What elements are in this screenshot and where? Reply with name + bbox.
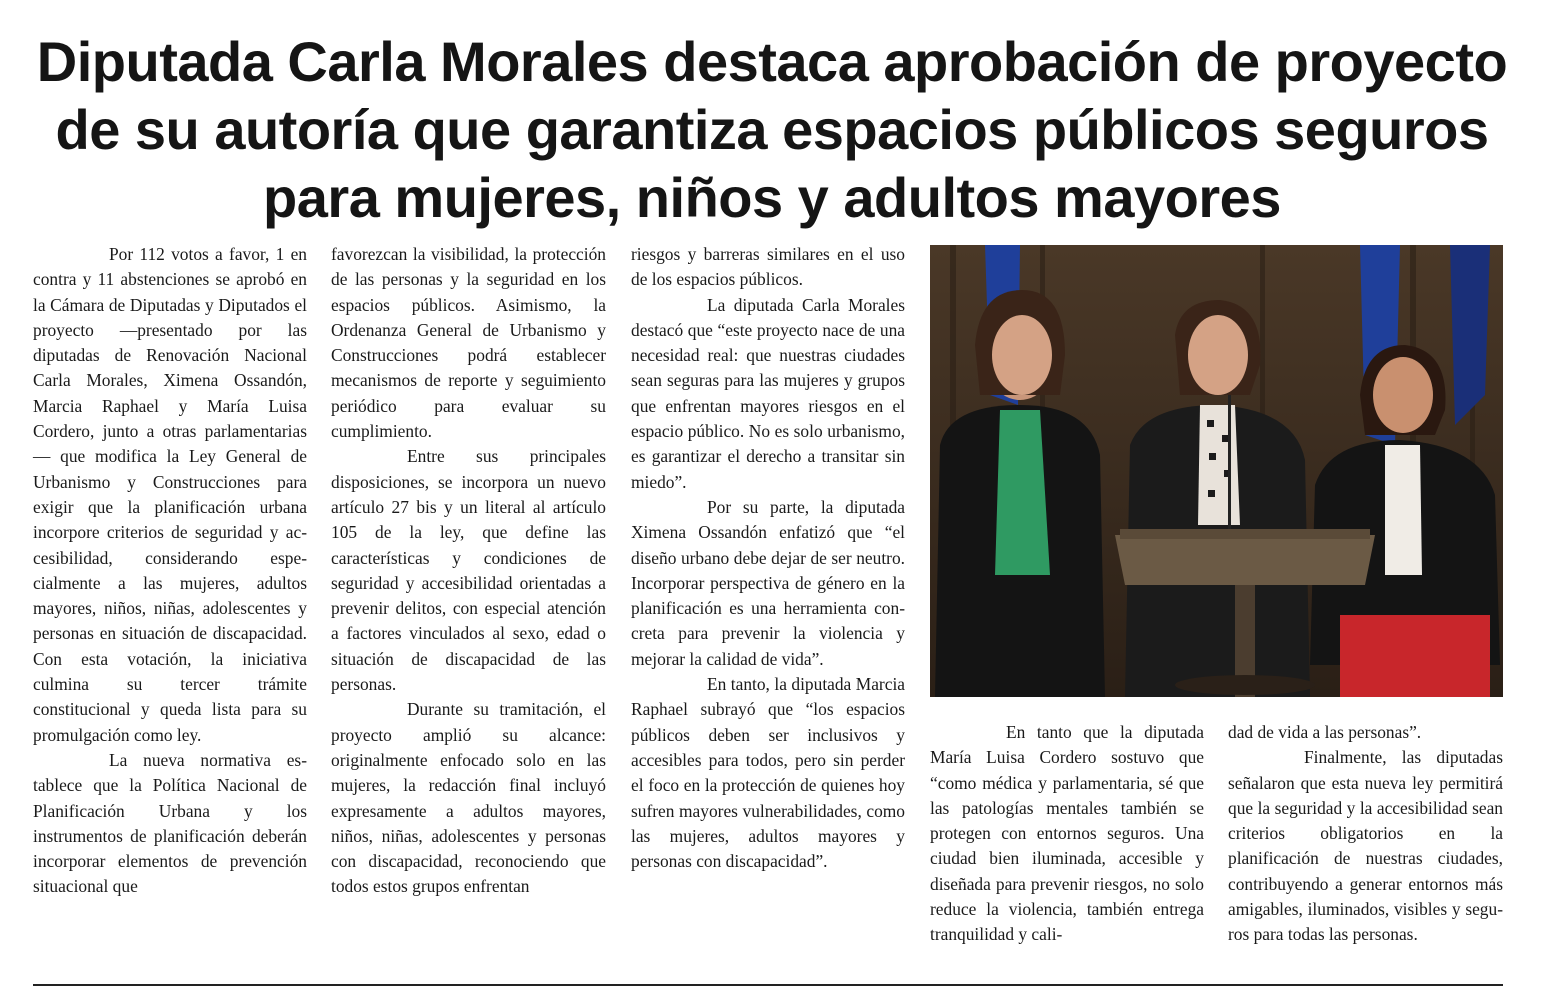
paragraph: Por su parte, la diputada Ximena Ossandón enfatizó que “el diseño urbano debe dejar de ser neutro. Incorporar perspectiva de género en la planificación es una herramienta concreta para prevenir la violencia y mejorar la calidad de vida”.	[631, 496, 905, 669]
paragraph: En tanto, la diputada Marcia Raphael subrayó que “los espacios públicos deben ser inclusivos y accesibles para todos, pero sin perder el foco en la protección de quienes hoy sufren mayores vulnerabilidades, como las mujeres, adultos mayores y personas con discapacidad”.	[631, 674, 905, 872]
paragraph: Durante su tramitación, el proyecto amplió su alcance: originalmente enfocado solo en las mujeres, la redacción final incluyó expresamente a adultos mayores, niños, niñas, adolescentes y personas con discapacidad, reconociendo que todos estos grupos enfrentan	[331, 699, 606, 897]
article-column-4	[930, 720, 1204, 948]
headline-line-2: de su autoría que garantiza espacios públicos seguros	[55, 98, 1489, 161]
paragraph: Finalmente, las diputadas señalaron que esta nueva ley permitirá que la seguridad y la accesibilidad sean criterios obligatorios en la planificación de nuestras ciudades, contribuyendo a generar entornos más amigables, iluminados, visibles y seguros para todas las personas.	[1228, 747, 1503, 945]
paragraph: La diputada Carla Morales destacó que “este proyecto nace de una necesidad real: que nuestras ciudades sean seguras para las mujeres y grupos que enfrentan mayores riesgos en el espacio público. No es solo urbanismo, es garantizar el derecho a transitar sin miedo”.	[631, 294, 905, 492]
headline-line-1: Diputada Carla Morales destaca aprobación de proyecto	[36, 30, 1508, 93]
paragraph: Por 112 votos a favor, 1 en contra y 11 abstenciones se aprobó en la Cámara de Diputadas y Diputados el proyecto —presentado por las diputadas de Renovación Nacional Carla Morales, Ximena Ossandón, Marcia Raphael y María Luisa Cordero, junto a otras parlamentarias— que modifica la Ley General de Urbanismo y Construcciones para exigir que la planificación urbana incorpore criterios de seguridad y accesibilidad, considerando especialmente a las mujeres, adultos mayores, niños, niñas, adolescentes y personas en situación de discapacidad. Con esta votación, la iniciativa culmina su tercer trámite constitucional y queda lista para su promulgación como ley.	[33, 244, 307, 745]
article-column-2	[331, 242, 606, 900]
paragraph: dad de vida a las personas”.	[1228, 722, 1422, 742]
headline	[20, 28, 1524, 232]
headline-line-3: para mujeres, niños y adultos mayores	[263, 166, 1281, 229]
paragraph: La nueva normativa establece que la Política Nacional de Planificación Urbana y los instrumentos de planificación deberán incorporar elementos de prevención situacional que	[33, 749, 307, 897]
article-column-3	[631, 242, 905, 874]
paragraph: riesgos y barreras similares en el uso de los espacios públicos.	[631, 244, 905, 290]
article-column-1	[33, 242, 307, 900]
photo-illustration	[930, 245, 1503, 697]
bottom-rule	[33, 984, 1503, 986]
press-conference-photo	[930, 245, 1503, 697]
paragraph: favorezcan la visibilidad, la protección de las personas y la seguridad en los espacios públicos. Asimismo, la Ordenanza General de Urbanismo y Construcciones podrá establecer mecanismos de reporte y seguimiento periódico para evaluar su cumplimiento.	[331, 244, 606, 442]
paragraph: En tanto que la diputada María Luisa Cordero sostuvo que “como médica y parlamentaria, sé que las patologías mentales también se protegen con entornos seguros. Una ciudad bien iluminada, accesible y diseñada para prevenir riesgos, no solo reduce la violencia, también entrega tranquilidad y cali-	[930, 722, 1204, 945]
article-column-5	[1228, 720, 1503, 948]
paragraph: Entre sus principales disposiciones, se incorpora un nuevo artículo 27 bis y un literal al artículo 105 de la ley, que define las características y condiciones de seguridad y accesibilidad orientadas a prevenir delitos, con especial atención a factores vinculados al sexo, edad o situación de discapacidad de las personas.	[331, 446, 606, 695]
